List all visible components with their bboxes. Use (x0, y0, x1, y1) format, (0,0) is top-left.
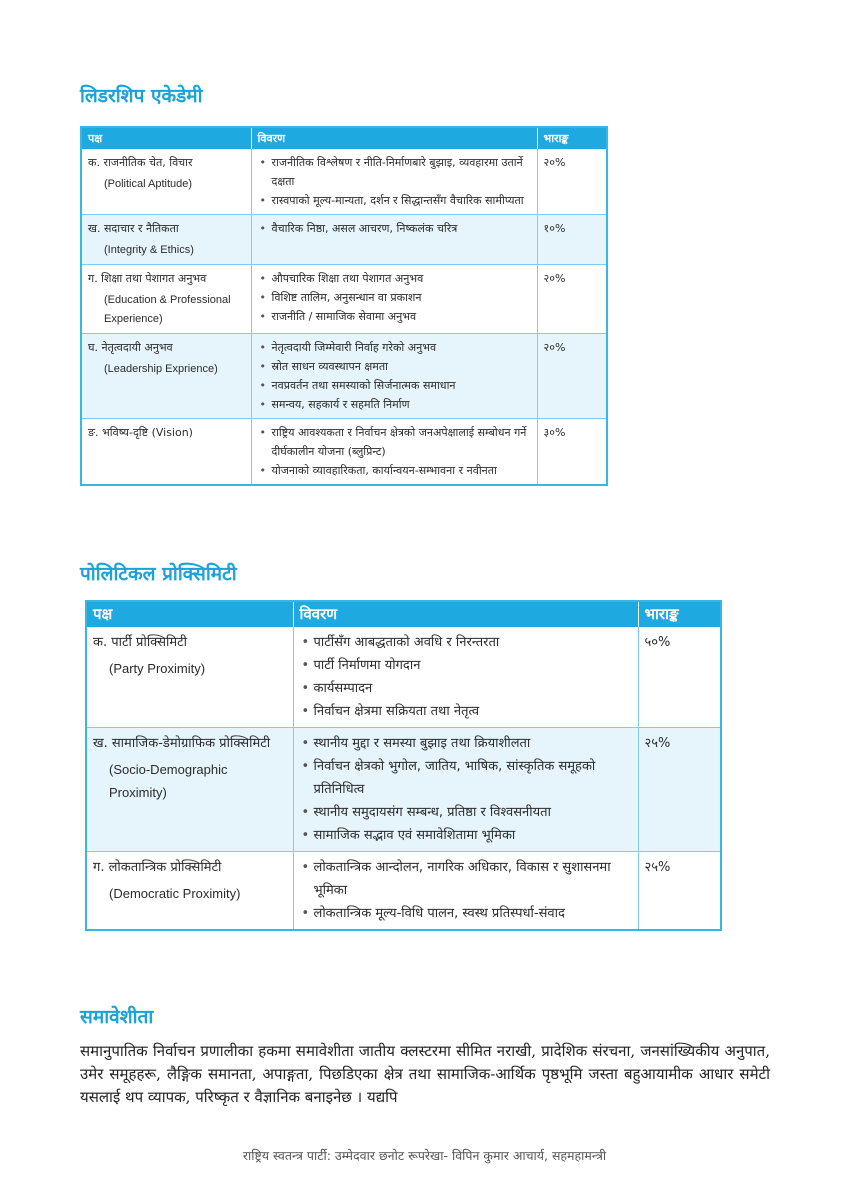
leadership-table (80, 126, 608, 486)
aspect-cell (86, 728, 293, 852)
aspect-cell (81, 334, 251, 419)
weight-cell: ३०% (537, 419, 607, 486)
weight-cell: २०% (537, 334, 607, 419)
column-header: विवरण (251, 127, 537, 149)
detail-item: • रास्वपाको मूल्य-मान्यता, दर्शन र सिद्धान्तसँग वैचारिक सामीप्यता (272, 191, 531, 210)
detail-item: • नवप्रवर्तन तथा समस्याको सिर्जनात्मक समाधान (272, 376, 531, 395)
weight-cell: २५% (638, 728, 721, 852)
aspect-label: क. राजनीतिक चेत, विचार (88, 156, 193, 169)
section-heading-leadership: लिडरशिप एकेडेमी (80, 85, 203, 107)
aspect-english-label: (Education & Professional Experience) (104, 294, 231, 325)
details-cell (251, 334, 537, 419)
weight-cell: ५०% (638, 627, 721, 728)
table-row (86, 627, 721, 728)
detail-item: • राजनीति / सामाजिक सेवामा अनुभव (272, 307, 531, 326)
detail-item: • औपचारिक शिक्षा तथा पेशागत अनुभव (272, 269, 531, 288)
page-footer: राष्ट्रिय स्वतन्त्र पार्टी: उम्मेदवार छनोट रूपरेखा- विपिन कुमार आचार्य, सहमहामन्त्री (242, 1148, 607, 1163)
detail-item: • निर्वाचन क्षेत्रमा सक्रियता तथा नेतृत्व (314, 700, 632, 723)
detail-item: • नेतृत्वदायी जिम्मेवारी निर्वाह गरेको अनुभव (272, 338, 531, 357)
details-cell (293, 627, 638, 728)
column-header: भाराङ्क (537, 127, 607, 149)
detail-item: • स्थानीय मुद्दा र समस्या बुझाइ तथा क्रियाशीलता (314, 732, 632, 755)
detail-item: • लोकतान्त्रिक मूल्य-विधि पालन, स्वस्थ प्रतिस्पर्धा-संवाद (314, 902, 632, 925)
aspect-label: घ. नेतृत्वदायी अनुभव (88, 341, 173, 354)
column-header: पक्ष (86, 601, 293, 627)
details-list (300, 631, 632, 723)
details-list (258, 338, 531, 414)
details-cell (293, 728, 638, 852)
column-header: पक्ष (81, 127, 251, 149)
detail-item: • राष्ट्रिय आवश्यकता र निर्वाचन क्षेत्रको जनअपेक्षालाई सम्बोधन गर्ने दीर्घकालीन योजना (ब्लुप्रिन्ट) (272, 423, 531, 461)
details-cell (251, 265, 537, 334)
aspect-english-label: (Political Aptitude) (104, 178, 193, 190)
details-list (258, 219, 531, 238)
details-list (300, 732, 632, 847)
weight-cell: १०% (537, 215, 607, 265)
aspect-cell (86, 852, 293, 931)
weight-cell: २५% (638, 852, 721, 931)
aspect-english-label: (Integrity & Ethics) (104, 244, 194, 256)
detail-item: • निर्वाचन क्षेत्रको भुगोल, जातिय, भाषिक, सांस्कृतिक समूहको प्रतिनिधित्व (314, 755, 632, 801)
aspect-cell (81, 265, 251, 334)
detail-item: • स्रोत साधन व्यवस्थापन क्षमता (272, 357, 531, 376)
aspect-cell (81, 215, 251, 265)
detail-item: • स्थानीय समुदायसंग सम्बन्ध, प्रतिष्ठा र विश्वसनीयता (314, 801, 632, 824)
aspect-english-label: (Democratic Proximity) (109, 886, 241, 901)
table-row (86, 852, 721, 931)
detail-item: • वैचारिक निष्ठा, असल आचरण, निष्कलंक चरित्र (272, 219, 531, 238)
table-row (81, 419, 607, 486)
political-proximity-table (85, 600, 722, 931)
aspect-label: ग. शिक्षा तथा पेशागत अनुभव (88, 272, 207, 285)
aspect-label: ग. लोकतान्त्रिक प्रोक्सिमिटी (93, 860, 222, 875)
aspect-cell (81, 149, 251, 215)
details-list (258, 269, 531, 326)
aspect-label: ख. सामाजिक-डेमोग्राफिक प्रोक्सिमिटी (93, 736, 271, 751)
aspect-english-label: (Socio-Demographic Proximity) (109, 762, 228, 800)
detail-item: • पार्टीसँग आबद्धताको अवधि र निरन्तरता (314, 631, 632, 654)
aspect-label: ख. सदाचार र नैतिकता (88, 222, 179, 235)
detail-item: • कार्यसम्पादन (314, 677, 632, 700)
detail-item: • समन्वय, सहकार्य र सहमति निर्माण (272, 395, 531, 414)
column-header: भाराङ्क (638, 601, 721, 627)
detail-item: • सामाजिक सद्भाव एवं समावेशितामा भूमिका (314, 824, 632, 847)
details-list (300, 856, 632, 925)
section-heading-inclusiveness: समावेशीता (80, 1006, 154, 1028)
details-cell (293, 852, 638, 931)
aspect-cell (86, 627, 293, 728)
aspect-label: क. पार्टी प्रोक्सिमिटी (93, 635, 188, 650)
table-row (81, 334, 607, 419)
details-list (258, 153, 531, 210)
aspect-english-label: (Party Proximity) (109, 661, 206, 676)
section-heading-political-proximity: पोलिटिकल प्रोक्सिमिटी (80, 563, 237, 585)
details-cell (251, 149, 537, 215)
detail-item: • लोकतान्त्रिक आन्दोलन, नागरिक अधिकार, विकास र सुशासनमा भूमिका (314, 856, 632, 902)
detail-item: • विशिष्ट तालिम, अनुसन्धान वा प्रकाशन (272, 288, 531, 307)
aspect-label: ङ. भविष्य-दृष्टि (Vision) (88, 426, 193, 439)
table-row (81, 215, 607, 265)
weight-cell: २०% (537, 149, 607, 215)
detail-item: • पार्टी निर्माणमा योगदान (314, 654, 632, 677)
aspect-cell (81, 419, 251, 486)
inclusiveness-paragraph: समानुपातिक निर्वाचन प्रणालीका हकमा समावेशीता जातीय क्लस्टरमा सीमित नराखी, प्रादेशिक संरचना, जनसांख्यिकीय अनुपात, उमेर समूहहरू, लैङ्गिक समानता, अपाङ्गता, पिछडिएका क्षेत्र तथा सामाजिक-आर्थिक पृष्ठभूमि जस्ता बहुआयामीक आधार समेटी यसलाई थप व्यापक, परिष्कृत र वैज्ञानिक बनाइनेछ । यद्यपि (80, 1042, 770, 1106)
detail-item: • राजनीतिक विश्लेषण र नीति-निर्माणबारे बुझाइ, व्यवहारमा उतार्ने दक्षता (272, 153, 531, 191)
weight-cell: २०% (537, 265, 607, 334)
detail-item: • योजनाको व्यावहारिकता, कार्यान्वयन-सम्भावना र नवीनता (272, 461, 531, 480)
column-header: विवरण (293, 601, 638, 627)
details-cell (251, 215, 537, 265)
details-list (258, 423, 531, 480)
table-row (81, 265, 607, 334)
table-row (86, 728, 721, 852)
details-cell (251, 419, 537, 486)
table-row (81, 149, 607, 215)
aspect-english-label: (Leadership Exprience) (104, 363, 218, 375)
